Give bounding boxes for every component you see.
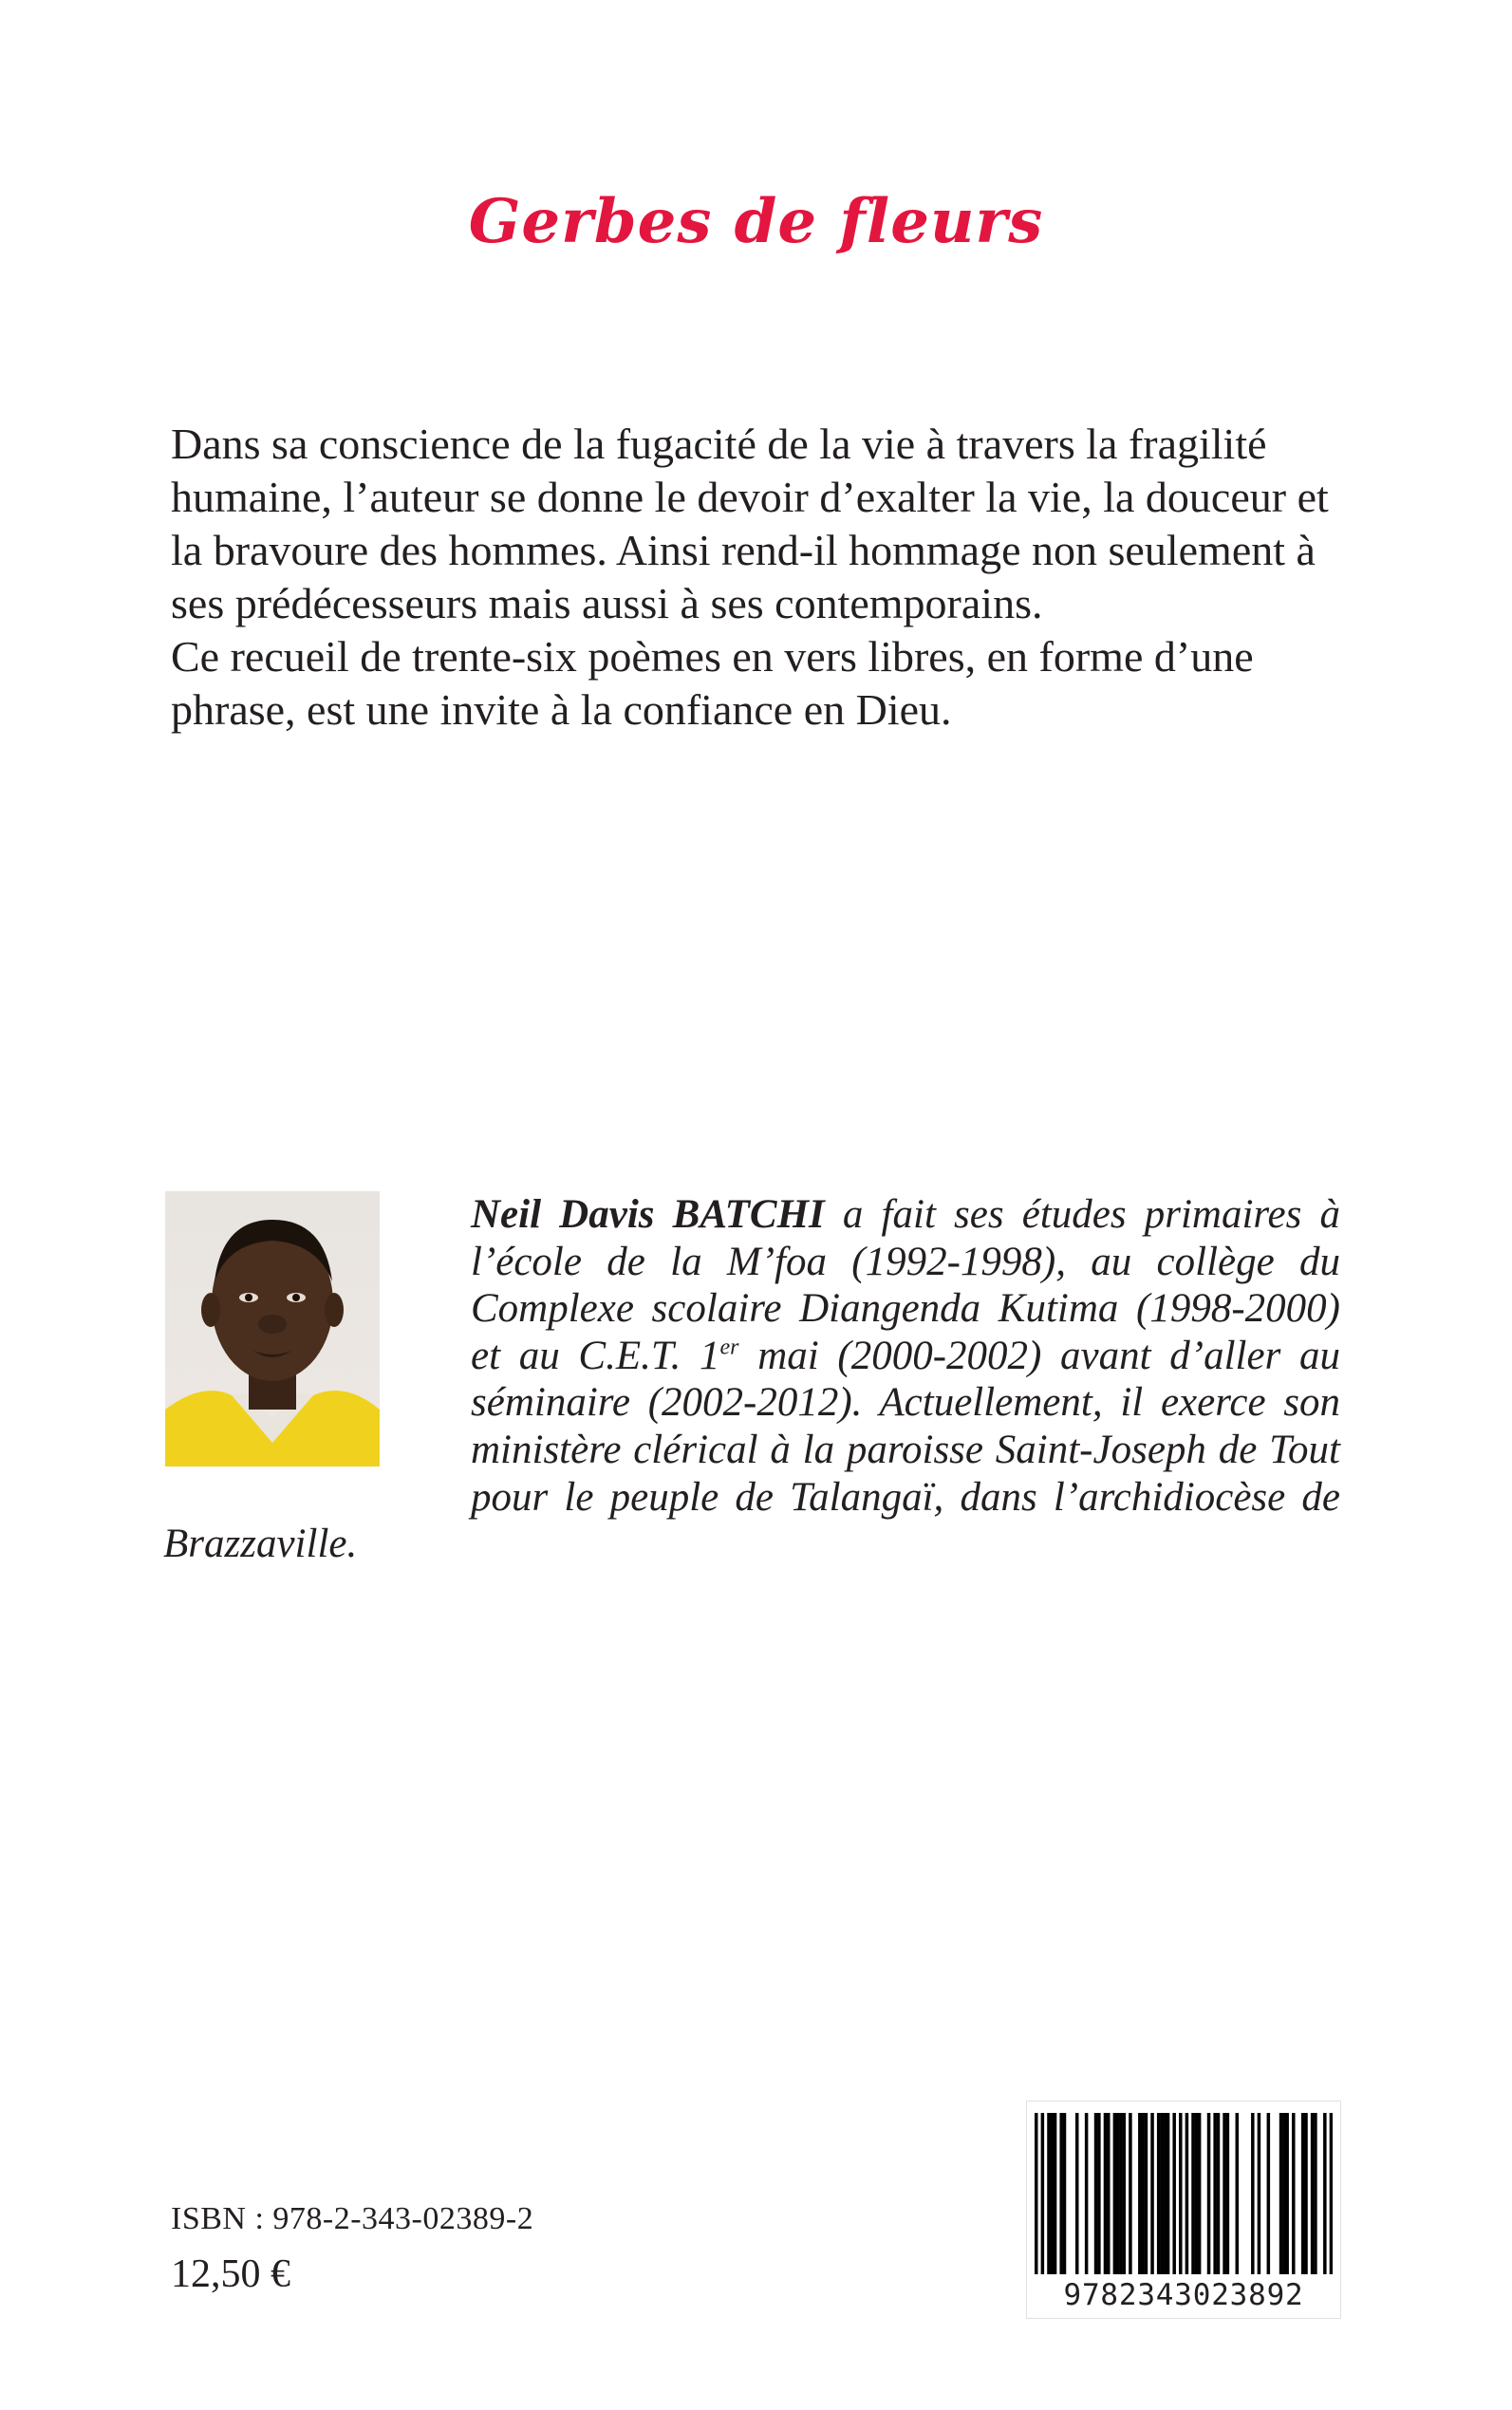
barcode-bar [1167,2113,1170,2274]
barcode-bar [1323,2113,1327,2274]
barcode-bar [1207,2113,1211,2274]
barcode-bar [1226,2113,1230,2274]
blurb [171,418,1348,737]
barcode-bar [1258,2113,1261,2274]
barcode-bar [1145,2113,1148,2274]
barcode-bar [1179,2113,1183,2274]
barcode-bar [1104,2113,1108,2274]
barcode-bar [1267,2113,1271,2274]
barcode-bar [1172,2113,1176,2274]
barcode-bar [1279,2113,1283,2274]
barcode-bar [1097,2113,1101,2274]
barcode-bar [1301,2113,1305,2274]
barcode-bar [1051,2113,1055,2274]
barcode-bar [1150,2113,1154,2274]
barcode-bar [1191,2113,1195,2274]
barcode-bar [1185,2113,1189,2274]
barcode-bar [1213,2113,1217,2274]
barcode-bar [1285,2113,1289,2274]
barcode-bar [1217,2113,1221,2274]
blurb-paragraph-2: Ce recueil de trente-six poèmes en vers libres, en forme d’une phrase, est une invite à la confiance en Dieu. [171,632,1254,734]
barcode-bar [1085,2113,1089,2274]
price: 12,50 € [171,2252,290,2296]
isbn: ISBN : 978-2-343-02389-2 [171,2201,534,2236]
barcode-bar [1304,2113,1308,2274]
barcode-bar [1063,2113,1067,2274]
barcode-bar [1311,2113,1315,2274]
barcode-bar [1138,2113,1142,2274]
barcode-bar [1107,2113,1111,2274]
author-bio-text-2: mai (2000-2002) avant d’aller au séminaire (2002-2012). Actuellement, il exerce son ministère clérical à la paroisse Saint-Joseph de Tout pour le peuple de Talangaï, dans l’archidiocèse de Brazzaville. [163,1333,1341,1567]
barcode-bars [1035,2113,1333,2274]
barcode-bar [1094,2113,1098,2274]
barcode-bar [1035,2113,1038,2274]
book-title: Gerbes de fleurs [468,186,1044,257]
author-photo [165,1191,380,1467]
barcode-bar [1041,2113,1045,2274]
barcode-bar [1141,2113,1145,2274]
barcode-bar [1164,2113,1167,2274]
barcode-bar [1113,2113,1117,2274]
barcode-bar [1059,2113,1063,2274]
barcode-bar [1157,2113,1161,2274]
barcode-bar [1223,2113,1226,2274]
barcode-bar [1251,2113,1255,2274]
barcode-bar [1116,2113,1120,2274]
barcode-bar [1195,2113,1199,2274]
barcode-bar [1075,2113,1079,2274]
author-section [163,1191,1340,1568]
barcode-bar [1282,2113,1286,2274]
barcode-bar [1330,2113,1333,2274]
author-name: Neil Davis BATCHI [471,1192,825,1237]
blurb-paragraph-1: Dans sa conscience de la fugacité de la vie à travers la fragilité humaine, l’auteur se donne le devoir d’exalter la vie, la douceur et la bravoure des hommes. Ainsi rend-il hommage non seulement à ses prédécesseurs mais aussi à ses contemporains. [171,420,1329,627]
barcode-digits: 9782343023892 [1063,2278,1304,2312]
author-bio-text-1: a fait ses études primaires à l’école de la M’foa (1992-1998), au collège du Complexe scolaire Diangenda Kutima (1998-2000) et au C.E.T. 1 [471,1192,1341,1378]
barcode-bar [1160,2113,1164,2274]
barcode-bar [1054,2113,1057,2274]
barcode-bar [1129,2113,1132,2274]
barcode-bar [1119,2113,1123,2274]
author-bio-superscript: er [719,1335,739,1360]
barcode-bar [1292,2113,1296,2274]
barcode-bar [1314,2113,1317,2274]
barcode [1026,2101,1341,2319]
barcode-bar [1123,2113,1127,2274]
barcode-bar [1236,2113,1240,2274]
barcode-bar [1047,2113,1051,2274]
barcode-bar [1198,2113,1202,2274]
